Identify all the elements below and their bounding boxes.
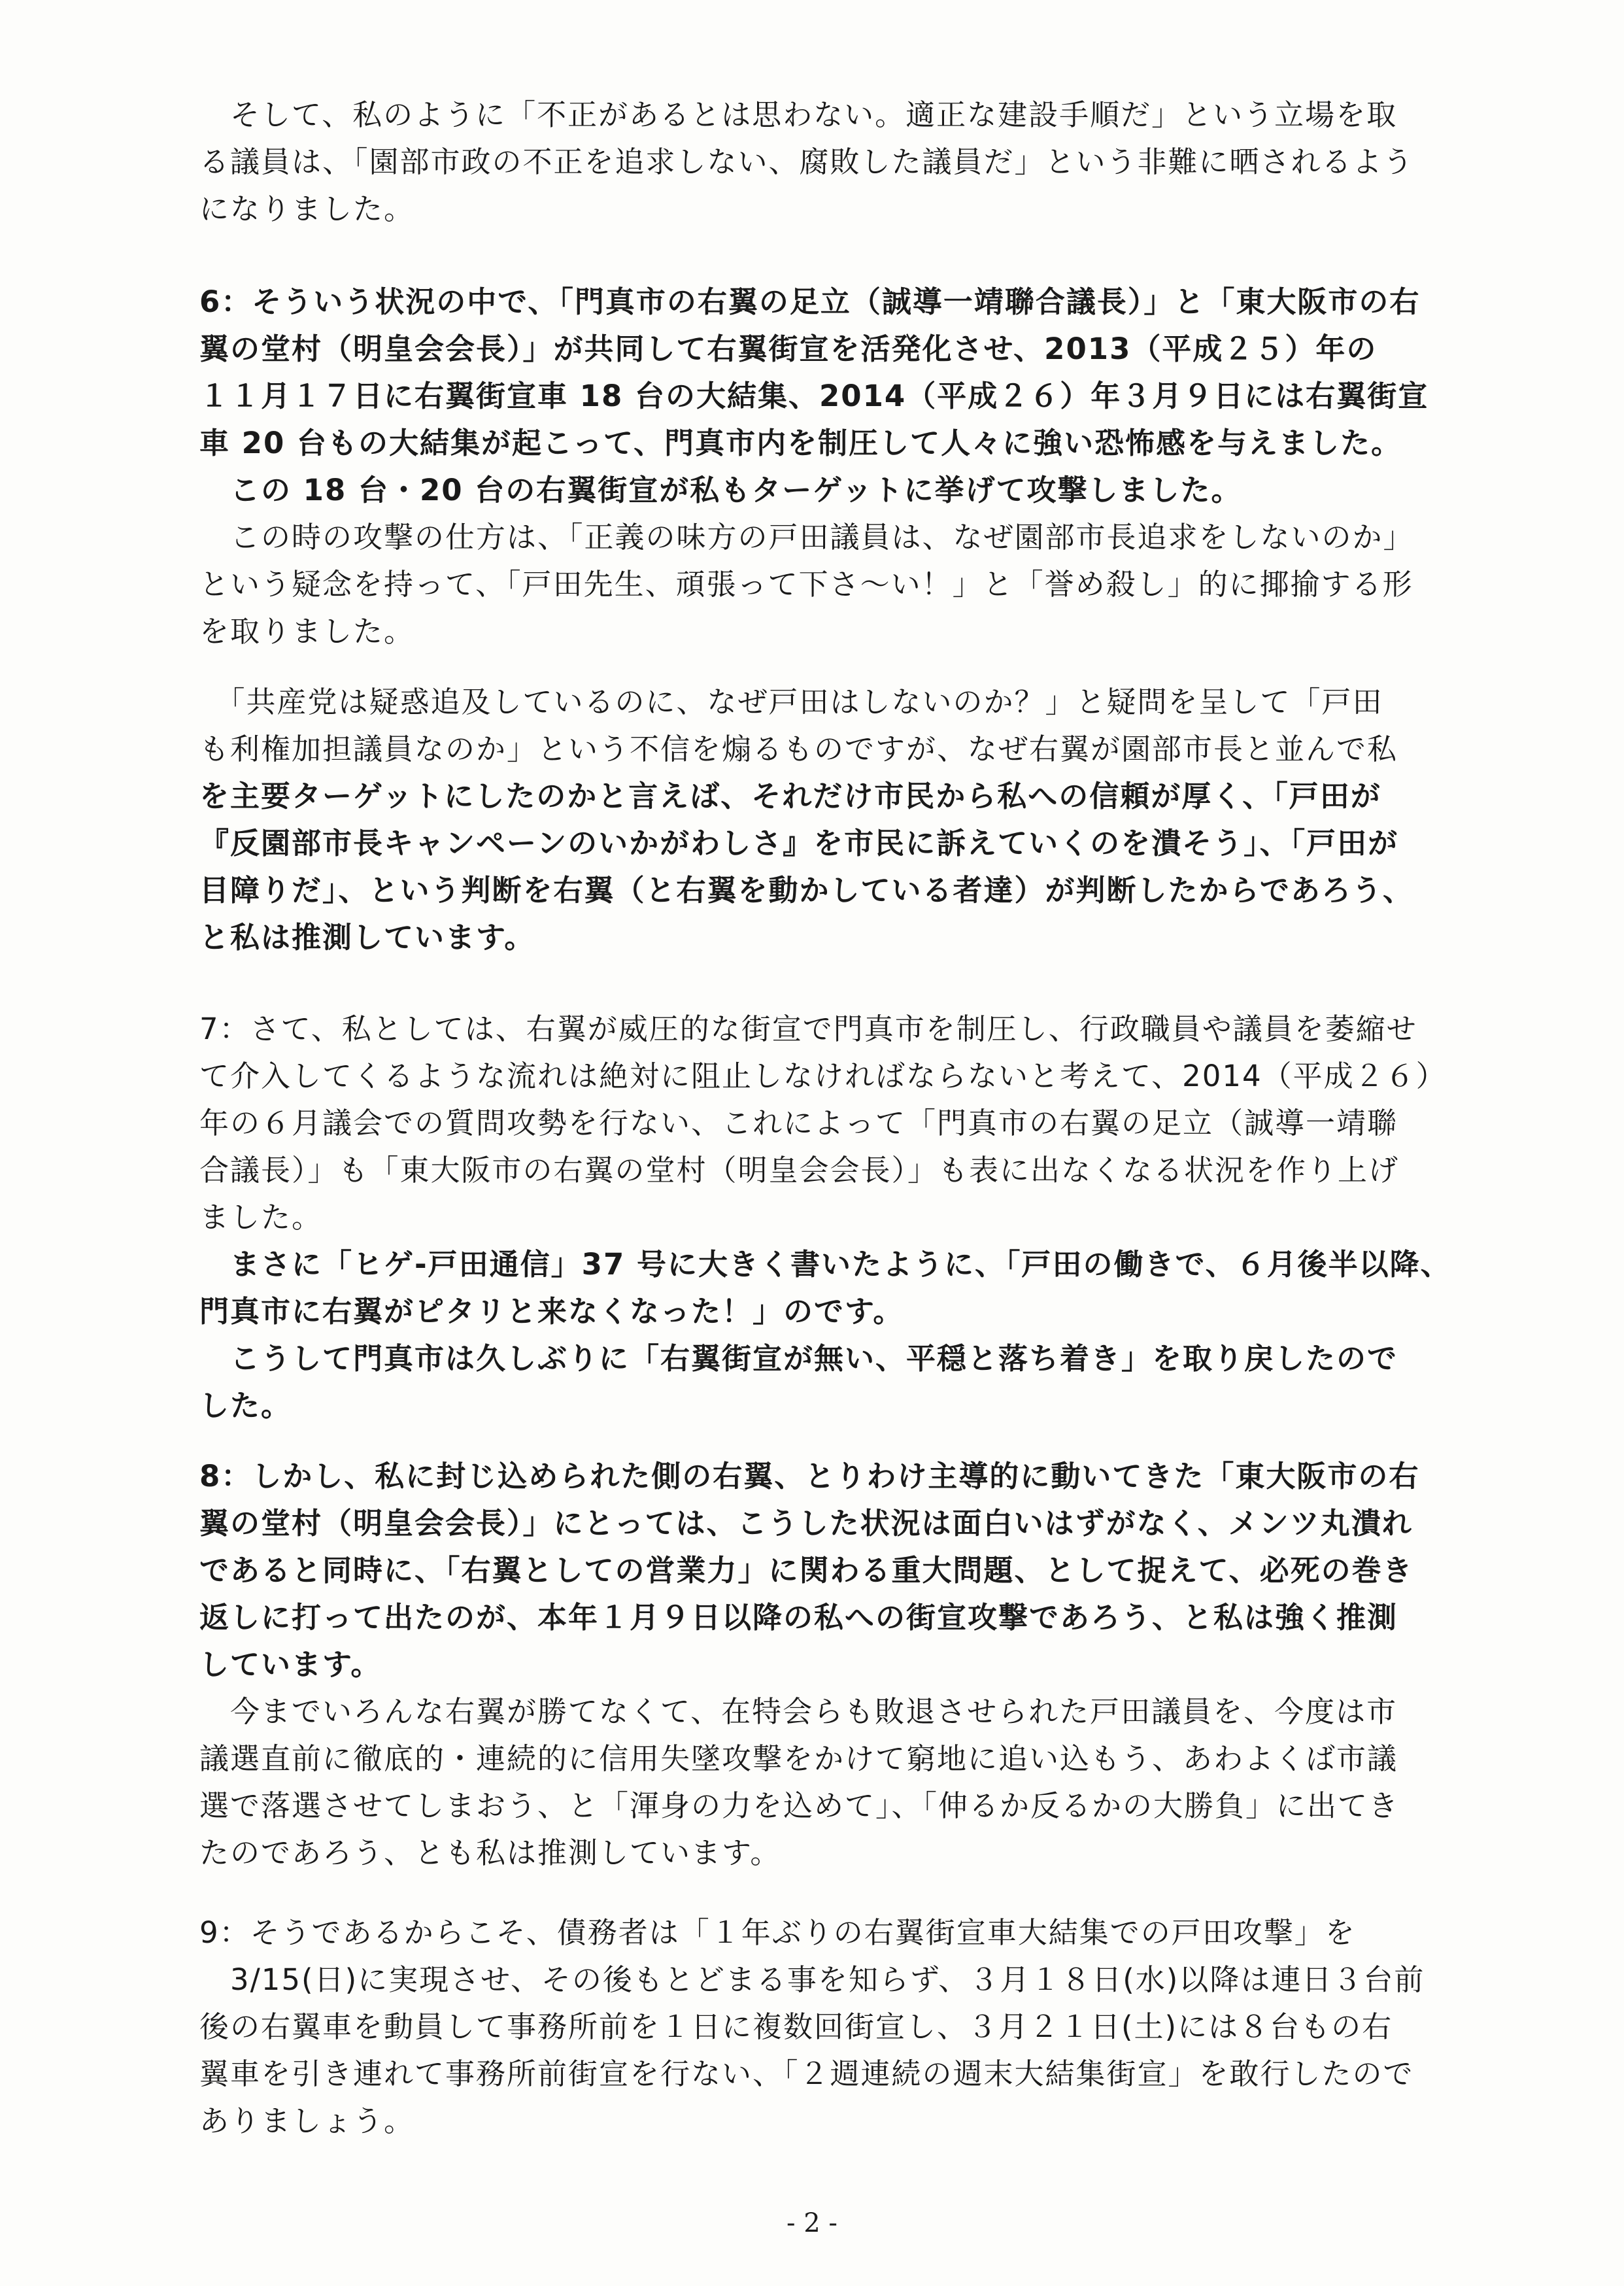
text-line: ありましょう。: [199, 2104, 415, 2138]
text-line: ました。: [199, 1200, 323, 1235]
text-line: 合議長）」も「東大阪市の右翼の堂村（明皇会会長）」も表に出なくなる状況を作り上げ: [199, 1153, 1400, 1187]
text-line: になりました。: [199, 192, 415, 226]
text-line: こうして門真市は久しぶりに「右翼街宣が無い、平穏と落ち着き」を取り戻したので: [199, 1341, 1398, 1376]
text-line: であると同時に、「右翼としての営業力」に関わる重大問題、として捉えて、必死の巻き: [199, 1553, 1413, 1588]
text-line: 翼の堂村（明皇会会長）」にとっては、こうした状況は面白いはずがなく、メンツ丸潰れ: [199, 1506, 1413, 1541]
text-line: る議員は、「園部市政の不正を追求しない、腐敗した議員だ」という非難に晒されるよう: [199, 145, 1414, 179]
text-line: 3/15(日)に実現させ、その後もとどまる事を知らず、３月１８日(水)以降は連日３台前: [199, 1962, 1425, 1997]
text-line: そして、私のように「不正があるとは思わない。適正な建設手順だ」という立場を取: [199, 97, 1398, 132]
text-line: 門真市に右翼がピタリと来なくなった！」のです。: [199, 1294, 904, 1329]
text-line: を主要ターゲットにしたのかと言えば、それだけ市民から私への信頼が厚く、「戸田が: [199, 779, 1381, 813]
text-line: 翼車を引き連れて事務所前街宣を行ない、「２週連続の週末大結集街宣」を敢行したので: [199, 2056, 1414, 2091]
text-line: 7：さて、私としては、右翼が威圧的な街宣で門真市を制圧し、行政職員や議員を萎縮せ: [199, 1012, 1417, 1046]
section-6: [199, 279, 1500, 655]
text-line: 返しに打って出たのが、本年１月９日以降の私への街宣攻撃であろう、と私は強く推測: [199, 1600, 1398, 1635]
text-line: １１月１７日に右翼街宣車 18 台の大結集、2014（平成２６）年３月９日には右翼街宣: [199, 379, 1429, 413]
section-8: [199, 1453, 1500, 1877]
text-line: しています。: [199, 1647, 382, 1682]
text-line: この 18 台・20 台の右翼街宣が私もターゲットに挙げて攻撃しました。: [199, 473, 1242, 507]
section-9: [199, 1909, 1500, 2145]
text-line: も利権加担議員なのか」という不信を煽るものですが、なぜ右翼が園部市長と並んで私: [199, 732, 1398, 766]
text-line: 後の右翼車を動員して事務所前を１日に複数回街宣し、３月２１日(土)には８台もの右: [199, 2009, 1393, 2044]
text-line: て介入してくるような流れは絶対に阻止しなければならないと考えて、2014（平成２６）: [199, 1059, 1447, 1093]
text-line: した。: [199, 1388, 292, 1423]
intro-paragraph: [199, 92, 1500, 233]
page-number: - 2 -: [787, 2208, 837, 2238]
text-line: まさに「ヒゲ-戸田通信」37 号に大きく書いたように、「戸田の働きで、６月後半以降、: [199, 1247, 1451, 1282]
text-line: 今までいろんな右翼が勝てなくて、在特会らも敗退させられた戸田議員を、今度は市: [199, 1694, 1398, 1729]
text-line: を取りました。: [199, 614, 415, 649]
section-7: [199, 1006, 1500, 1429]
text-line: と私は推測しています。: [199, 920, 535, 955]
text-line: たのであろう、とも私は推測しています。: [199, 1835, 781, 1870]
text-line: 翼の堂村（明皇会会長）」が共同して右翼街宣を活発化させ、2013（平成２５）年の: [199, 332, 1378, 366]
text-line: 9：そうであるからこそ、債務者は「１年ぶりの右翼街宣車大結集での戸田攻撃」を: [199, 1915, 1356, 1950]
text-line: 議選直前に徹底的・連続的に信用失墜攻撃をかけて窮地に追い込もう、あわよくば市議: [199, 1741, 1398, 1776]
text-line: 選で落選させてしまおう、と「渾身の力を込めて」、「伸るか反るかの大勝負」に出てき: [199, 1788, 1400, 1823]
text-line: 年の６月議会での質問攻勢を行ない、これによって「門真市の右翼の足立（誠導一靖聯: [199, 1106, 1398, 1140]
text-line: 『反園部市長キャンペーンのいかがわしさ』を市民に訴えていくのを潰そう」、「戸田が: [199, 826, 1399, 861]
text-line: という疑念を持って、「戸田先生、頑張って下さ〜い！」と「誉め殺し」的に揶揄する形: [199, 567, 1413, 602]
text-line: 目障りだ」、という判断を右翼（と右翼を動かしている者達）が判断したからであろう、: [199, 873, 1414, 908]
text-line: 8：しかし、私に封じ込められた側の右翼、とりわけ主導的に動いてきた「東大阪市の右: [199, 1459, 1420, 1493]
text-line: この時の攻撃の仕方は、「正義の味方の戸田議員は、なぜ園部市長追求をしないのか」: [199, 520, 1414, 554]
text-line: 車 20 台もの大結集が起こって、門真市内を制圧して人々に強い恐怖感を与えました。: [199, 426, 1402, 460]
text-line: 「共産党は疑惑追及しているのに、なぜ戸田はしないのか？」と疑問を呈して「戸田: [199, 685, 1383, 719]
section-6-continued: [199, 679, 1500, 961]
text-line: 6：そういう状況の中で、「門真市の右翼の足立（誠導一靖聯合議長）」と「東大阪市の右: [199, 284, 1421, 319]
